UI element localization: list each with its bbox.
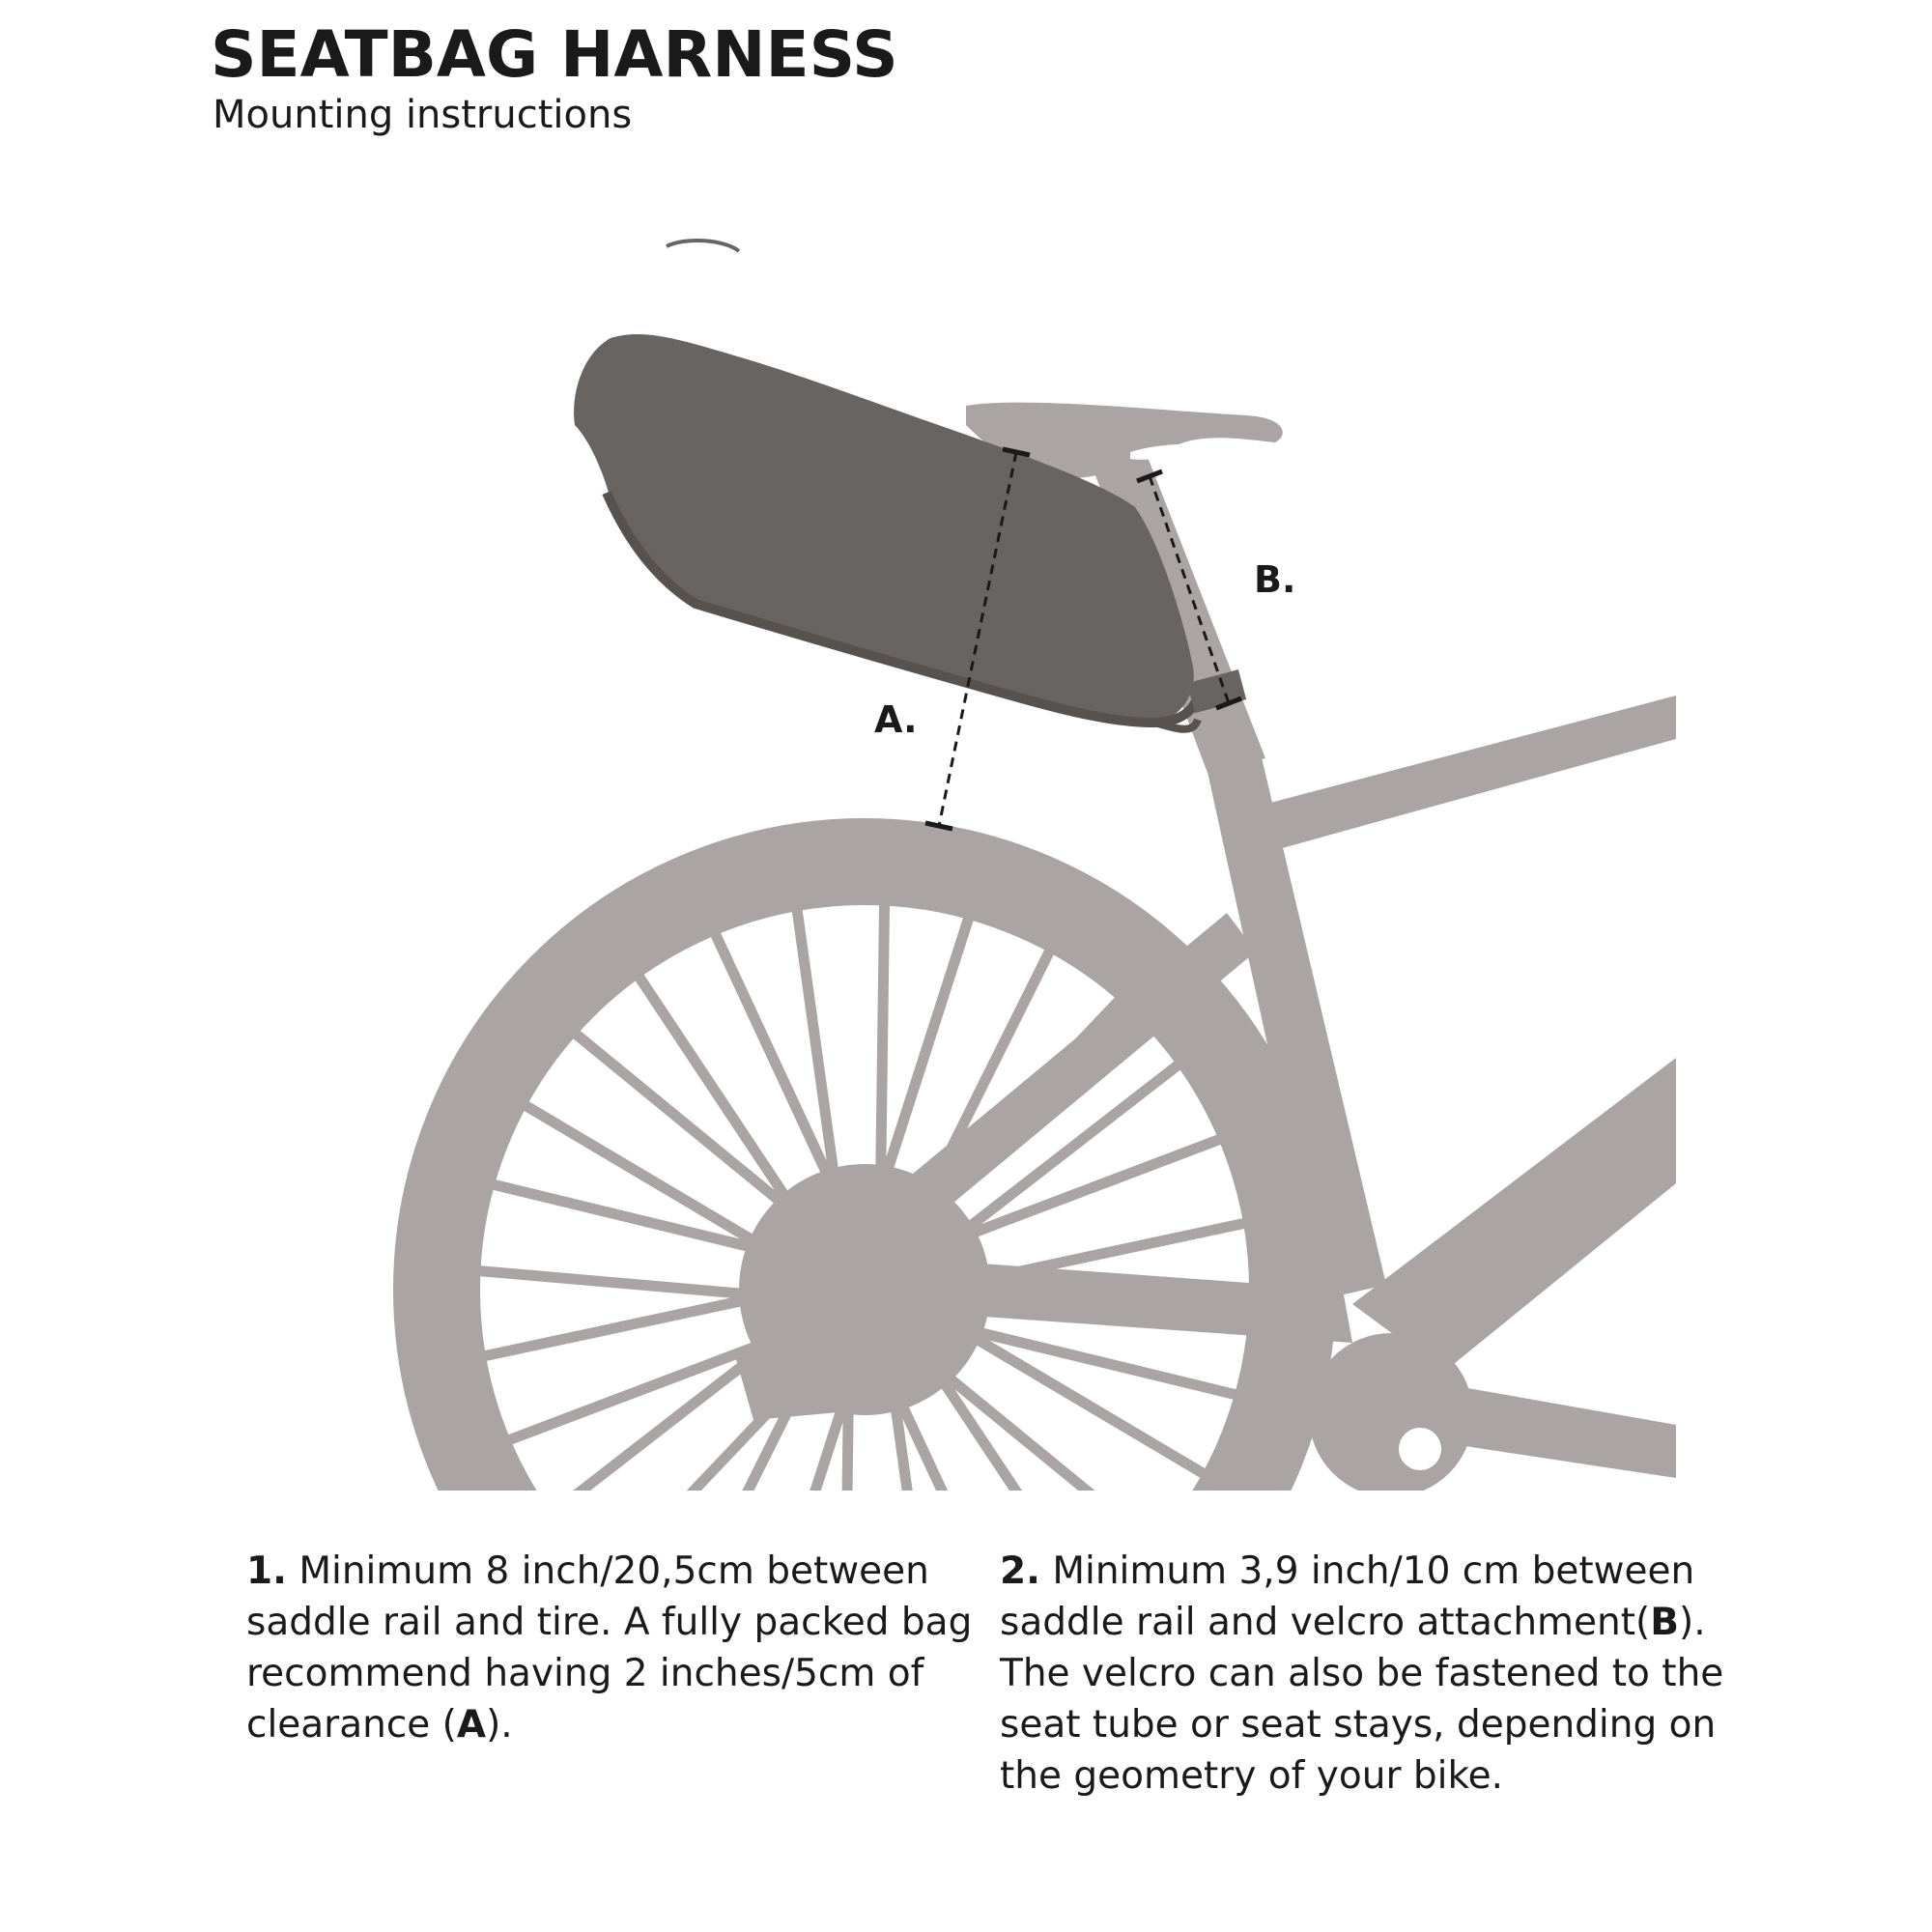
chainring — [1309, 1333, 1473, 1497]
step-text-end: ). The velcro can also be fastened to the seat tube or seat stays, depending on the geometry of your bike. — [1000, 1601, 1724, 1798]
step-text: Minimum 8 inch/20,5cm between saddle rail and tire. A fully packed bag recommend having 2 inches/5cm of clearance ( — [246, 1549, 973, 1747]
spoke — [496, 1344, 762, 1445]
step-number: 2. — [1000, 1549, 1040, 1593]
down-tube — [1352, 1058, 1676, 1372]
top-tube — [1256, 696, 1676, 850]
step-reference: B — [1650, 1601, 1679, 1644]
spoke — [944, 1374, 1165, 1554]
callout-b: B. — [1254, 558, 1296, 601]
instruction-step-2 — [1000, 1546, 1734, 1802]
step-text: Minimum 3,9 inch/10 cm between saddle rail and velcro attachment( — [1000, 1549, 1695, 1644]
page-title: SEATBAG HARNESS — [211, 17, 898, 92]
spoke — [539, 1349, 765, 1523]
spoke — [469, 1299, 749, 1359]
instruction-step-1 — [246, 1546, 980, 1750]
spoke — [631, 964, 789, 1202]
callout-a: A. — [874, 698, 918, 741]
step-text-end: ). — [486, 1703, 513, 1747]
spoke — [881, 890, 885, 1176]
step-reference: A — [456, 1703, 487, 1747]
page-subtitle: Mounting instructions — [213, 93, 633, 137]
spoke — [465, 1269, 750, 1294]
spoke — [564, 1024, 785, 1205]
step-number: 1. — [246, 1549, 287, 1593]
rear-derailleur — [734, 1343, 860, 1420]
